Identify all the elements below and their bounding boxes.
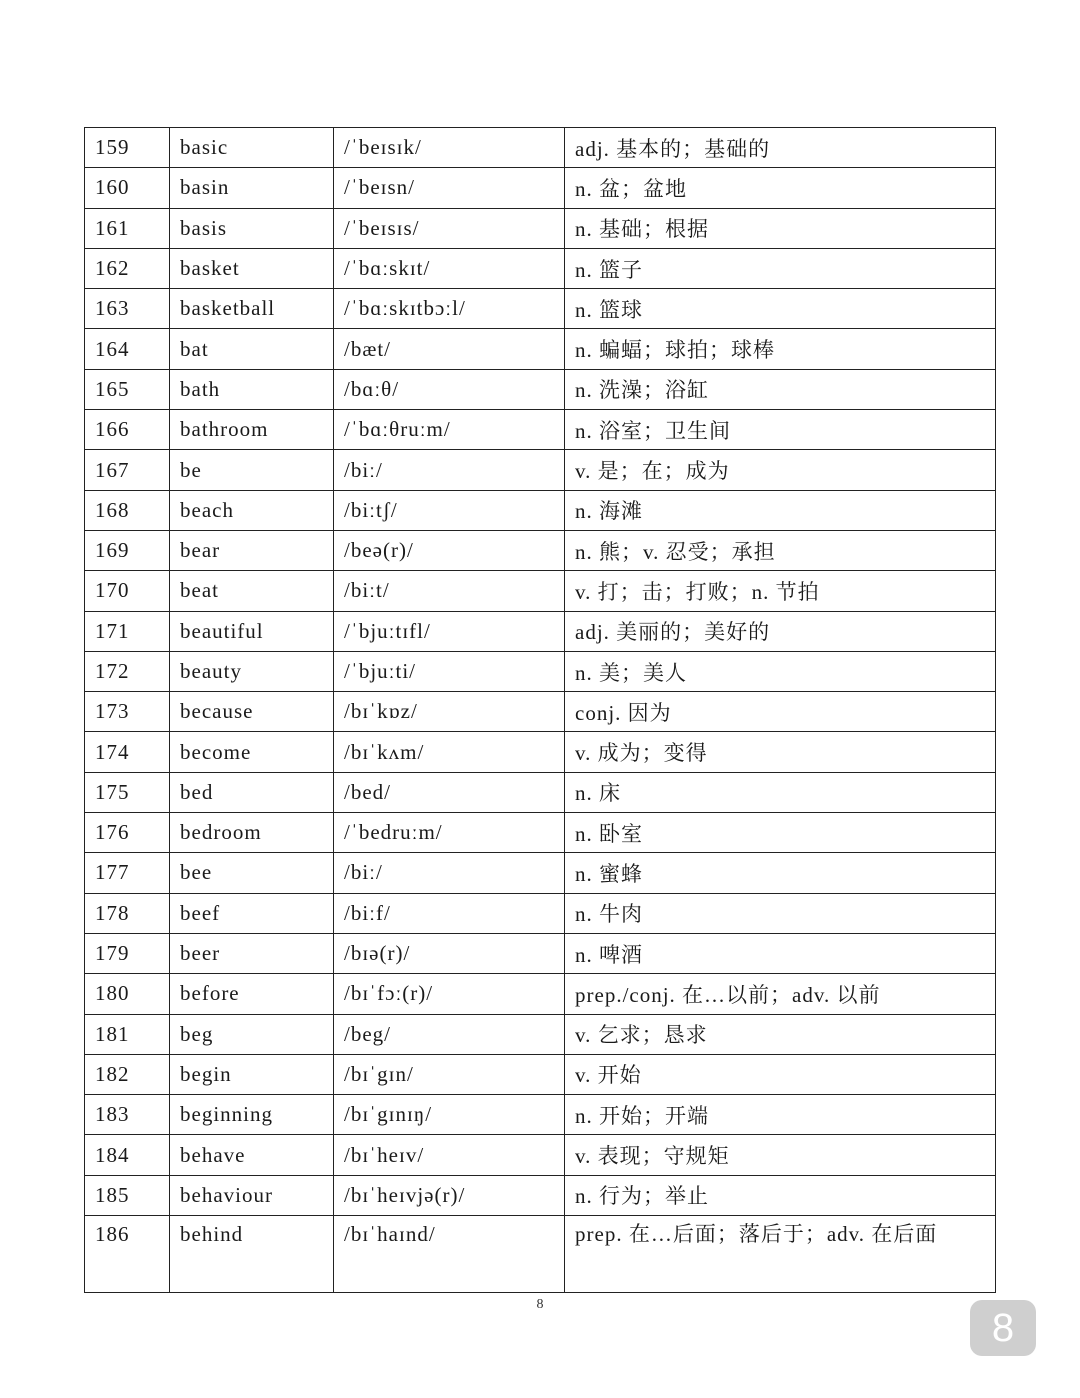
entry-number: 186 bbox=[85, 1216, 170, 1293]
entry-meaning: n. 浴室；卫生间 bbox=[565, 410, 996, 450]
entry-word: behave bbox=[170, 1135, 334, 1175]
entry-meaning: v. 是；在；成为 bbox=[565, 450, 996, 490]
entry-word: behind bbox=[170, 1216, 334, 1293]
entry-phonetic: /biːf/ bbox=[334, 893, 565, 933]
entry-word: beef bbox=[170, 893, 334, 933]
entry-number: 178 bbox=[85, 893, 170, 933]
entry-number: 181 bbox=[85, 1014, 170, 1054]
entry-meaning: prep. 在…后面；落后于；adv. 在后面 bbox=[565, 1216, 996, 1293]
entry-meaning: n. 海滩 bbox=[565, 490, 996, 530]
entry-number: 173 bbox=[85, 692, 170, 732]
entry-number: 170 bbox=[85, 571, 170, 611]
table-row bbox=[85, 450, 996, 490]
entry-number: 183 bbox=[85, 1095, 170, 1135]
entry-meaning: n. 篮球 bbox=[565, 289, 996, 329]
page-number: 8 bbox=[536, 1297, 544, 1312]
entry-meaning: n. 盆；盆地 bbox=[565, 168, 996, 208]
entry-number: 161 bbox=[85, 208, 170, 248]
entry-word: beauty bbox=[170, 651, 334, 691]
entry-meaning: n. 啤酒 bbox=[565, 933, 996, 973]
entry-phonetic: /beə(r)/ bbox=[334, 530, 565, 570]
entry-phonetic: /ˈbeɪsɪs/ bbox=[334, 208, 565, 248]
entry-phonetic: /bɪˈkʌm/ bbox=[334, 732, 565, 772]
entry-phonetic: /bɪˈhaɪnd/ bbox=[334, 1216, 565, 1293]
entry-word: bat bbox=[170, 329, 334, 369]
table-row bbox=[85, 1095, 996, 1135]
entry-number: 163 bbox=[85, 289, 170, 329]
entry-number: 159 bbox=[85, 128, 170, 168]
entry-phonetic: /ˈbeɪsn/ bbox=[334, 168, 565, 208]
entry-phonetic: /biːtʃ/ bbox=[334, 490, 565, 530]
entry-number: 165 bbox=[85, 369, 170, 409]
entry-number: 176 bbox=[85, 813, 170, 853]
table-row bbox=[85, 772, 996, 812]
table-row bbox=[85, 853, 996, 893]
entry-phonetic: /bɪˈheɪvjə(r)/ bbox=[334, 1175, 565, 1215]
entry-number: 182 bbox=[85, 1054, 170, 1094]
entry-meaning: n. 蜜蜂 bbox=[565, 853, 996, 893]
entry-number: 168 bbox=[85, 490, 170, 530]
entry-word: bath bbox=[170, 369, 334, 409]
table-row bbox=[85, 369, 996, 409]
entry-meaning: n. 牛肉 bbox=[565, 893, 996, 933]
entry-meaning: v. 乞求；恳求 bbox=[565, 1014, 996, 1054]
entry-word: beginning bbox=[170, 1095, 334, 1135]
table-row bbox=[85, 1014, 996, 1054]
entry-number: 166 bbox=[85, 410, 170, 450]
table-row bbox=[85, 1216, 996, 1293]
table-row bbox=[85, 490, 996, 530]
entry-meaning: prep./conj. 在…以前；adv. 以前 bbox=[565, 974, 996, 1014]
entry-meaning: n. 熊；v. 忍受；承担 bbox=[565, 530, 996, 570]
entry-phonetic: /ˈbɑːskɪt/ bbox=[334, 248, 565, 288]
vocabulary-table-body bbox=[85, 128, 996, 1293]
entry-number: 171 bbox=[85, 611, 170, 651]
entry-number: 162 bbox=[85, 248, 170, 288]
table-row bbox=[85, 732, 996, 772]
entry-phonetic: /ˈbɑːskɪtbɔːl/ bbox=[334, 289, 565, 329]
entry-number: 175 bbox=[85, 772, 170, 812]
entry-phonetic: /ˈbedruːm/ bbox=[334, 813, 565, 853]
entry-meaning: n. 基础；根据 bbox=[565, 208, 996, 248]
entry-word: bed bbox=[170, 772, 334, 812]
entry-phonetic: /bed/ bbox=[334, 772, 565, 812]
entry-word: basketball bbox=[170, 289, 334, 329]
entry-meaning: n. 蝙蝠；球拍；球棒 bbox=[565, 329, 996, 369]
entry-meaning: adj. 美丽的；美好的 bbox=[565, 611, 996, 651]
entry-meaning: v. 开始 bbox=[565, 1054, 996, 1094]
table-row bbox=[85, 168, 996, 208]
entry-phonetic: /bɪˈfɔː(r)/ bbox=[334, 974, 565, 1014]
entry-number: 160 bbox=[85, 168, 170, 208]
entry-phonetic: /bɪˈheɪv/ bbox=[334, 1135, 565, 1175]
table-row bbox=[85, 289, 996, 329]
entry-meaning: n. 篮子 bbox=[565, 248, 996, 288]
table-row bbox=[85, 410, 996, 450]
table-row bbox=[85, 1135, 996, 1175]
entry-word: basin bbox=[170, 168, 334, 208]
table-row bbox=[85, 692, 996, 732]
vocabulary-table bbox=[84, 127, 996, 1293]
entry-meaning: v. 打；击；打败；n. 节拍 bbox=[565, 571, 996, 611]
entry-meaning: n. 洗澡；浴缸 bbox=[565, 369, 996, 409]
entry-word: begin bbox=[170, 1054, 334, 1094]
entry-phonetic: /ˈbeɪsɪk/ bbox=[334, 128, 565, 168]
entry-number: 185 bbox=[85, 1175, 170, 1215]
entry-word: before bbox=[170, 974, 334, 1014]
entry-word: basis bbox=[170, 208, 334, 248]
entry-phonetic: /bɑːθ/ bbox=[334, 369, 565, 409]
entry-meaning: v. 成为；变得 bbox=[565, 732, 996, 772]
entry-word: bear bbox=[170, 530, 334, 570]
table-row bbox=[85, 933, 996, 973]
entry-phonetic: /ˈbjuːti/ bbox=[334, 651, 565, 691]
table-row bbox=[85, 1175, 996, 1215]
table-row bbox=[85, 329, 996, 369]
entry-meaning: n. 床 bbox=[565, 772, 996, 812]
entry-meaning: n. 美；美人 bbox=[565, 651, 996, 691]
entry-phonetic: /ˈbjuːtɪfl/ bbox=[334, 611, 565, 651]
entry-number: 184 bbox=[85, 1135, 170, 1175]
entry-word: bee bbox=[170, 853, 334, 893]
entry-phonetic: /bɪˈgɪnɪŋ/ bbox=[334, 1095, 565, 1135]
entry-number: 179 bbox=[85, 933, 170, 973]
table-row bbox=[85, 248, 996, 288]
entry-word: because bbox=[170, 692, 334, 732]
entry-word: behaviour bbox=[170, 1175, 334, 1215]
entry-word: beach bbox=[170, 490, 334, 530]
page-indicator-badge: 8 bbox=[970, 1300, 1036, 1356]
entry-number: 172 bbox=[85, 651, 170, 691]
entry-word: beat bbox=[170, 571, 334, 611]
entry-word: be bbox=[170, 450, 334, 490]
entry-phonetic: /ˈbɑːθruːm/ bbox=[334, 410, 565, 450]
table-row bbox=[85, 611, 996, 651]
entry-word: beg bbox=[170, 1014, 334, 1054]
entry-meaning: v. 表现；守规矩 bbox=[565, 1135, 996, 1175]
table-row bbox=[85, 974, 996, 1014]
entry-meaning: conj. 因为 bbox=[565, 692, 996, 732]
entry-phonetic: /bɪˈgɪn/ bbox=[334, 1054, 565, 1094]
table-row bbox=[85, 651, 996, 691]
entry-phonetic: /bɪˈkɒz/ bbox=[334, 692, 565, 732]
entry-meaning: n. 卧室 bbox=[565, 813, 996, 853]
entry-word: beautiful bbox=[170, 611, 334, 651]
entry-word: beer bbox=[170, 933, 334, 973]
entry-number: 169 bbox=[85, 530, 170, 570]
entry-number: 180 bbox=[85, 974, 170, 1014]
entry-number: 177 bbox=[85, 853, 170, 893]
entry-meaning: n. 开始；开端 bbox=[565, 1095, 996, 1135]
entry-phonetic: /biː/ bbox=[334, 450, 565, 490]
entry-phonetic: /biː/ bbox=[334, 853, 565, 893]
entry-word: bedroom bbox=[170, 813, 334, 853]
entry-meaning: n. 行为；举止 bbox=[565, 1175, 996, 1215]
table-row bbox=[85, 208, 996, 248]
entry-word: basket bbox=[170, 248, 334, 288]
entry-word: become bbox=[170, 732, 334, 772]
entry-meaning: adj. 基本的；基础的 bbox=[565, 128, 996, 168]
entry-number: 164 bbox=[85, 329, 170, 369]
table-row bbox=[85, 571, 996, 611]
entry-word: bathroom bbox=[170, 410, 334, 450]
entry-phonetic: /biːt/ bbox=[334, 571, 565, 611]
table-row bbox=[85, 530, 996, 570]
table-row bbox=[85, 128, 996, 168]
table-row bbox=[85, 893, 996, 933]
entry-phonetic: /bɪə(r)/ bbox=[334, 933, 565, 973]
table-row bbox=[85, 813, 996, 853]
table-row bbox=[85, 1054, 996, 1094]
entry-phonetic: /beg/ bbox=[334, 1014, 565, 1054]
entry-phonetic: /bæt/ bbox=[334, 329, 565, 369]
entry-number: 167 bbox=[85, 450, 170, 490]
entry-number: 174 bbox=[85, 732, 170, 772]
entry-word: basic bbox=[170, 128, 334, 168]
